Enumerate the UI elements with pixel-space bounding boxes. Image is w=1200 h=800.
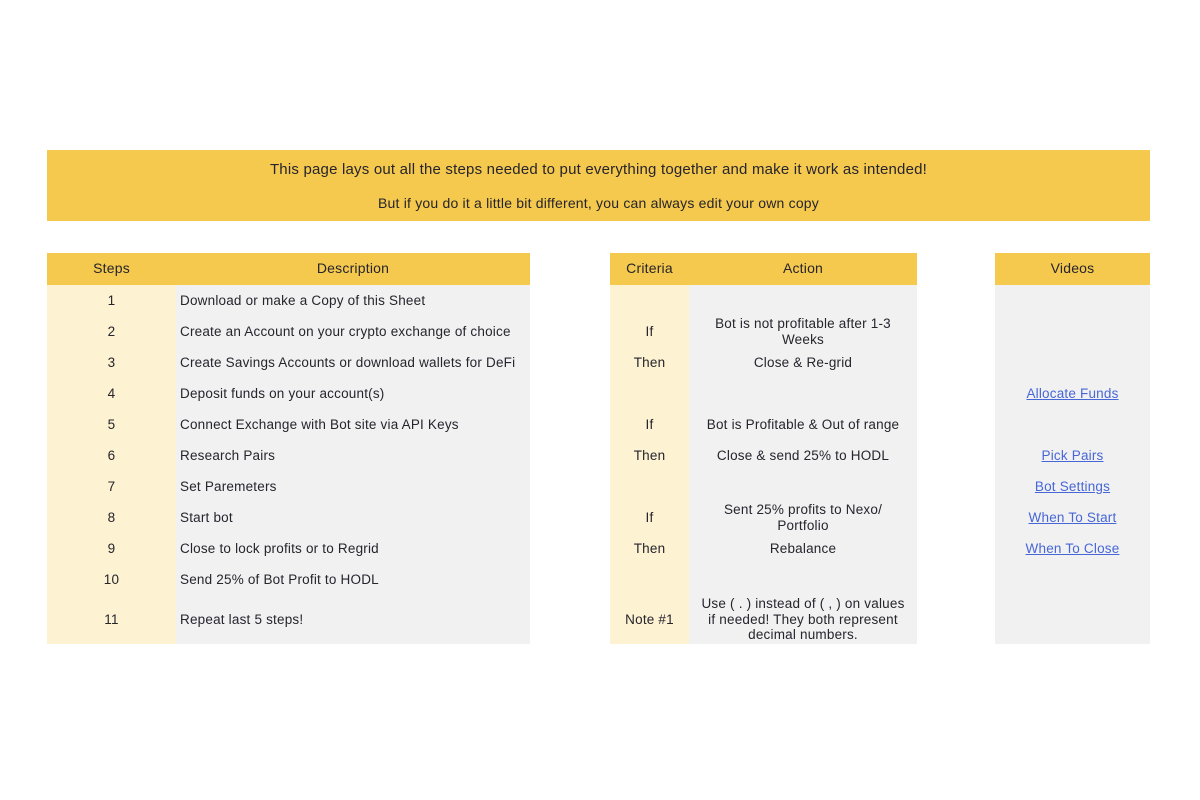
criteria-cell: Then [610,533,689,564]
videos-link-cell [995,502,1150,533]
step-number: 4 [47,378,176,409]
videos-link-cell [995,471,1150,502]
criteria-cell [610,564,689,595]
action-cell: Close & Re-grid [689,347,917,378]
steps-table [47,253,530,644]
criteria-cell [610,285,689,316]
step-number: 5 [47,409,176,440]
videos-empty-cell [995,409,1150,440]
step-description: Download or make a Copy of this Sheet [176,285,530,316]
video-link-when-to-start[interactable]: When To Start [1028,509,1117,525]
videos-empty-cell [995,595,1150,644]
step-number: 3 [47,347,176,378]
action-cell: Sent 25% profits to Nexo/ Portfolio [689,502,917,533]
step-description: Close to lock profits or to Regrid [176,533,530,564]
action-cell [689,564,917,595]
action-cell [689,378,917,409]
criteria-table [610,253,917,644]
step-number: 2 [47,316,176,347]
steps-column-header: Steps [47,253,176,285]
criteria-cell [610,378,689,409]
criteria-cell: Then [610,440,689,471]
step-description: Create an Account on your crypto exchange of choice [176,316,530,347]
step-description: Repeat last 5 steps! [176,595,530,644]
description-column-header: Description [176,253,530,285]
step-number: 1 [47,285,176,316]
video-link-allocate-funds[interactable]: Allocate Funds [1026,385,1119,401]
action-cell: Close & send 25% to HODL [689,440,917,471]
criteria-cell: If [610,316,689,347]
videos-empty-cell [995,564,1150,595]
action-cell: Bot is not profitable after 1-3 Weeks [689,316,917,347]
step-description: Send 25% of Bot Profit to HODL [176,564,530,595]
videos-empty-cell [995,347,1150,378]
step-number: 10 [47,564,176,595]
action-cell [689,471,917,502]
step-description: Set Paremeters [176,471,530,502]
criteria-column-header: Criteria [610,253,689,285]
action-column-header: Action [689,253,917,285]
video-link-pick-pairs[interactable]: Pick Pairs [1041,447,1104,463]
videos-empty-cell [995,316,1150,347]
step-description: Connect Exchange with Bot site via API Keys [176,409,530,440]
video-link-when-to-close[interactable]: When To Close [1025,540,1120,556]
step-description: Research Pairs [176,440,530,471]
step-description: Deposit funds on your account(s) [176,378,530,409]
videos-table [995,253,1150,644]
criteria-cell: If [610,502,689,533]
action-cell: Rebalance [689,533,917,564]
criteria-cell: If [610,409,689,440]
step-number: 8 [47,502,176,533]
step-number: 6 [47,440,176,471]
info-banner [47,150,1150,221]
action-cell [689,285,917,316]
action-cell: Bot is Profitable & Out of range [689,409,917,440]
video-link-bot-settings[interactable]: Bot Settings [1034,478,1111,494]
step-number: 9 [47,533,176,564]
videos-column-header: Videos [995,253,1150,285]
videos-link-cell [995,378,1150,409]
step-number: 11 [47,595,176,644]
step-description: Create Savings Accounts or download wallets for DeFi [176,347,530,378]
note-text-cell: Use ( . ) instead of ( , ) on values if needed! They both represent decimal numbers. [689,595,917,644]
step-description: Start bot [176,502,530,533]
videos-empty-cell [995,285,1150,316]
note-label-cell: Note #1 [610,595,689,644]
banner-line-2: But if you do it a little bit different, you can always edit your own copy [378,194,819,211]
videos-link-cell [995,440,1150,471]
banner-line-1: This page lays out all the steps needed to put everything together and make it work as intended! [269,160,928,178]
step-number: 7 [47,471,176,502]
criteria-cell [610,471,689,502]
criteria-cell: Then [610,347,689,378]
videos-link-cell [995,533,1150,564]
